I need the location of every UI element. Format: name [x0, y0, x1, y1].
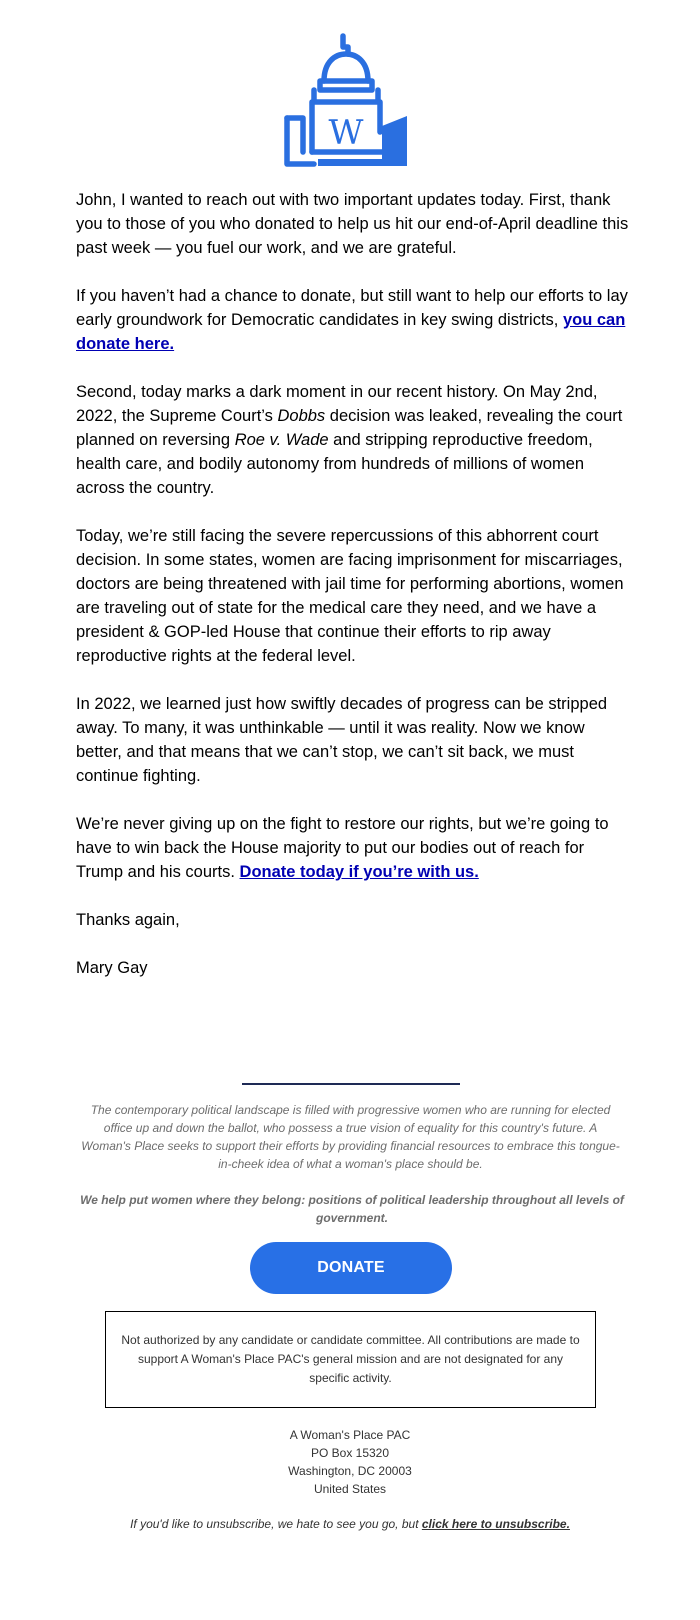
signature-text: Mary Gay [76, 959, 148, 977]
footer-divider [242, 1083, 460, 1085]
unsubscribe-line [60, 1515, 640, 1533]
paragraph-intro [76, 188, 631, 260]
mission-statement: The contemporary political landscape is filled with progressive women who are running for elected office up and down the ballot, who possess a true vision of equality for this country's future. A Woman's Place seeks to support their efforts by providing financial resources to embrace this tongue-in-cheek idea of what a woman's place should be. [81, 1103, 620, 1171]
paragraph-dobbs-text-1: Second, today marks a dark moment in our recent history. On May 2nd, 2022, the Supreme Court’s [76, 383, 598, 425]
paragraph-progress [76, 692, 631, 788]
signature [76, 956, 631, 980]
paragraph-repercussions [76, 524, 631, 668]
donate-button[interactable]: DONATE [250, 1242, 452, 1294]
address-org: A Woman's Place PAC [289, 1428, 411, 1442]
paragraph-intro-text: John, I wanted to reach out with two important updates today. First, thank you to those of you who donated to help us hit our end-of-April deadline this past week — you fuel our work, and we are grateful. [76, 191, 629, 257]
paragraph-dobbs-text-3: and stripping reproductive freedom, health care, and bodily autonomy from hundreds of millions of women across the country. [76, 431, 593, 497]
signoff [76, 908, 631, 932]
email-body [76, 188, 631, 1004]
roe-italic: Roe v. Wade [234, 431, 329, 449]
unsubscribe-link[interactable]: click here to unsubscribe. [421, 1517, 570, 1531]
logo-letter: W [328, 113, 364, 153]
paragraph-house [76, 812, 631, 884]
dobbs-italic: Dobbs [277, 407, 326, 425]
paragraph-donate-ask [76, 284, 631, 356]
address-city: Washington, DC 20003 [288, 1464, 412, 1478]
disclaimer-box [105, 1311, 596, 1408]
paragraph-donate-text: If you haven’t had a chance to donate, but still want to help our efforts to lay early groundwork for Democratic candidates in key swing districts, [76, 287, 628, 329]
signoff-text: Thanks again, [76, 911, 180, 929]
tagline: We help put women where they belong: positions of political leadership throughout all levels of government. [80, 1193, 624, 1225]
paragraph-progress-text: In 2022, we learned just how swiftly decades of progress can be stripped away. To many, it was unthinkable — until it was reality. Now we know better, and that means that we can’t stop, we can’t sit back, we must continue fighting. [76, 695, 608, 785]
capitol-logo [283, 32, 419, 172]
unsubscribe-text: If you'd like to unsubscribe, we hate to see you go, but [130, 1517, 422, 1531]
donate-here-link[interactable]: you can donate here. [76, 311, 626, 353]
paragraph-dobbs-text-2: decision was leaked, revealing the court planned on reversing [76, 407, 623, 449]
paragraph-repercussions-text: Today, we’re still facing the severe repercussions of this abhorrent court decision. In some states, women are facing imprisonment for miscarriages, doctors are being threatened with jail time for performing abortions, women are traveling out of state for the medical care they need, and we have a president & GOP-led House that continue their efforts to rip away reproductive rights at the federal level. [76, 527, 624, 665]
paragraph-house-text: We’re never giving up on the fight to restore our rights, but we’re going to have to win back the House majority to put our bodies out of reach for Trump and his courts. [76, 815, 609, 881]
donate-today-link[interactable]: Donate today if you’re with us. [239, 863, 479, 881]
paragraph-dobbs [76, 380, 631, 500]
disclaimer-text: Not authorized by any candidate or candidate committee. All contributions are made to support A Woman's Place PAC's general mission and are not designated for any specific activity. [121, 1333, 580, 1385]
address-country: United States [313, 1482, 387, 1496]
mailing-address [200, 1426, 500, 1498]
address-po-box: PO Box 15320 [310, 1446, 390, 1460]
